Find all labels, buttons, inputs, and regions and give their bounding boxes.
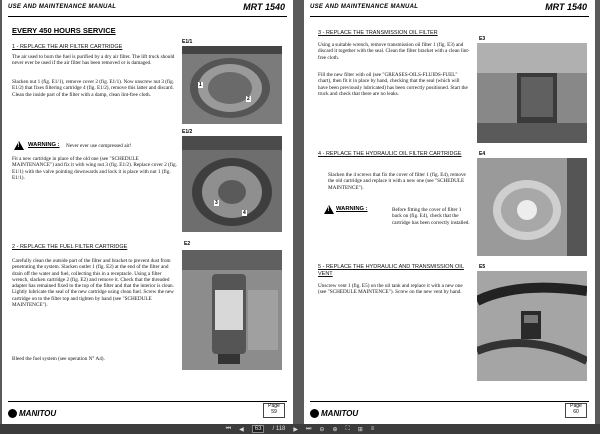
warning-text: Before fitting the cover of filter 1 back on (fig. E4), check that the cartridge has been correctly installed. <box>392 207 470 226</box>
step5-text: Unscrew vent 1 (fig. E5) on the oil tank and replace it with a new one (see "SCHEDULE MAINTENCE"). Screw on the new vent by hand. <box>318 283 463 296</box>
step3-text: Using a suitable wrench, remove transmission oil filter 1 (fig. E3) and discard it together with the seal. Clean the filter bracket with a clean lint-free cloth. <box>318 42 470 61</box>
figure-photo-e2 <box>182 250 282 370</box>
footer-line <box>310 401 589 402</box>
manitou-logo: MANITOU <box>310 409 358 418</box>
step4-title: 4 - REPLACE THE HYDRAULIC OIL FILTER CARTRIDGE <box>318 151 462 157</box>
figure-label-e4: E4 <box>479 151 486 157</box>
last-page-icon[interactable]: ⏭ <box>306 425 312 432</box>
zoom-in-icon[interactable]: ⊕ <box>332 426 338 433</box>
step2-text-2: Bleed the fuel system (see operation N° A4). <box>12 356 105 362</box>
page-number-input[interactable]: 63 <box>252 425 265 433</box>
step1-title: 1 - REPLACE THE AIR FILTER CARTRIDGE <box>12 44 123 50</box>
warning-text: Never ever use compressed air! <box>66 143 132 149</box>
figure-label-e5: E5 <box>479 264 486 270</box>
menu-icon[interactable]: ≡ <box>370 426 375 432</box>
right-page <box>304 0 595 424</box>
prev-page-icon[interactable]: ◀ <box>239 426 244 433</box>
step2-text: Carefully clean the outside part of the filter and bracket to prevent dust from penetrating the system. Slacken outlet 1 (fig. E2) at the end of the filter and drain off the water and fuel, collecting this in a receptacle. Using a filter wrench, slacken cartridge 2 (fig. E2) and remove it. Check that the threaded adapter has remained fixed to the top of the filter and that the interior is clean. Lightly lubricate the seal of the new cartridge using clean fuel. Screw the new cartridge on to the filter top and tighten by hand (see "SCHEDULE MAINTENCE"). <box>12 258 174 309</box>
warning-label: WARNING : <box>336 206 368 212</box>
figure-photo-e12 <box>182 136 282 232</box>
step1-text-3: Fit a new cartridge in place of the old one (see "SCHEDULE MAINTENANCE") and fix it with wing nut 3 (fig. E1/2). Replace cover 2 (fig. E1/1) with the valve pointing downwards and lock it is place with nut 1 (fig. E1/1). <box>12 156 177 181</box>
page-number-box: Page 59 <box>263 403 285 418</box>
page-header <box>8 2 287 17</box>
first-page-icon[interactable]: ⏮ <box>225 425 232 432</box>
warning-label: WARNING : <box>28 142 60 148</box>
figure-photo-e5 <box>477 271 587 381</box>
header-title: USE AND MAINTENANCE MANUAL <box>8 4 117 10</box>
warning-icon <box>14 141 24 150</box>
figure-label-e12: E1/2 <box>182 129 193 135</box>
logo-icon <box>310 409 319 418</box>
section-title: EVERY 450 HOURS SERVICE <box>12 26 116 35</box>
header-model: MRT 1540 <box>243 2 285 12</box>
step4-text: Slacken the 4 screws that fix the cover of filter 1 (fig. E4), remove the old cartridge and replace it with a new one (see "SCHEDULE MAINTENCE"). <box>328 172 466 191</box>
figure-photo-e11 <box>182 46 282 124</box>
zoom-out-icon[interactable]: ⊖ <box>319 426 325 433</box>
step1-text-2: Slacken nut 1 (fig. E1/1), remove cover 2 (fig. E1/1). Now unscrew nut 3 (fig. E1/2) that fixes filtering cartridge 4 (fig. E1/2), remove this latter and discard. Clean the inside part of the filter with a damp, clean lint-free cloth. <box>12 79 175 98</box>
step3-title: 3 - REPLACE THE TRANSMISSION OIL FILTER <box>318 30 438 36</box>
left-page: USE AND MAINTENANCE MANUAL MRT 1540 EVERY 450 HOURS SERVICE 1 - REPLACE THE AIR FILTER CARTRIDGE The air used to burn the fuel is purified by a dry air filter. The lift truck should never ever be used if the air filter has been removed or is damaged. Slacken nut 1 (fig. E1/1), remove cover 2 (fig. E1/1). Now unscrew nut 3 (fig. E1/2) that fixes filtering cartridge 4 (fig. E1/2), remove this latter and discard. Clean the inside part of the filter with a damp, clean lint-free cloth. ! WARNING : Never ever use compressed air! Fit a new cartridge in place of the old one (see "SCHEDULE MAINTENANCE") and fix it with wing nut 3 (fig. E1/2). Replace cover 2 (fig. E1/1) with the valve pointing downwards and lock it is place with nut 1 (fig. E1/1). 2 - REPLACE THE FUEL FILTER CARTRIDGE Carefully clean the outside part of the filter and bracket to prevent dust from penetrating the system. Slacken outlet 1 (fig. E2) at the end of the filter and drain off the water and fuel, collecting this in a receptacle. Using a filter wrench, slacken cartridge 2 (fig. E2) and remove it. Check that the threaded adapter has remained fixed to the top of the filter and that the interior is clean. Lightly lubricate the seal of the new cartridge using clean fuel. Screw the new cartridge on to the filter top and tighten by hand (see "SCHEDULE MAINTENCE"). Bleed the fuel system (see operation N° A4). E1/1 1 2 E1/2 3 4 E2 MANITOU Page 59 <box>2 0 293 424</box>
manitou-logo: MANITOU <box>8 409 56 418</box>
grid-icon[interactable]: ⊞ <box>357 426 363 433</box>
header-model: MRT 1540 <box>545 2 587 12</box>
page-header <box>310 2 589 17</box>
figure-photo-e3 <box>477 43 587 143</box>
step1-text: The air used to burn the fuel is purified by a dry air filter. The lift truck should never ever be used if the air filter has been removed or is damaged. <box>12 54 175 67</box>
figure-label-e3: E3 <box>479 36 486 42</box>
fullscreen-icon[interactable]: ⛶ <box>345 425 350 432</box>
page-number: 59 <box>271 408 277 415</box>
page-total: / 118 <box>272 426 286 432</box>
figure-photo-e4 <box>477 158 587 256</box>
logo-icon <box>8 409 17 418</box>
viewer-toolbar <box>0 424 600 434</box>
step3-text-2: Fill the new filter with oil (see "GREASES-OILS-FLUIDS-FUEL" chart), then fit it in place by hand, checking that the seal (which will have been previously lubricated) has been correctly positioned. Start the truck and check that there are no leaks. <box>318 72 468 97</box>
next-page-icon[interactable]: ▶ <box>293 426 299 433</box>
footer-line <box>8 401 287 402</box>
step5-title: 5 - REPLACE THE HYDRAULIC AND TRANSMISSION OIL VENT <box>318 264 464 277</box>
page-number: 60 <box>573 408 579 415</box>
figure-label-e11: E1/1 <box>182 39 193 45</box>
figure-label-e2: E2 <box>184 241 191 247</box>
page-number-box: Page 60 <box>565 403 587 418</box>
step2-title: 2 - REPLACE THE FUEL FILTER CARTRIDGE <box>12 244 128 250</box>
header-title: USE AND MAINTENANCE MANUAL <box>310 4 419 10</box>
warning-icon <box>324 205 334 214</box>
